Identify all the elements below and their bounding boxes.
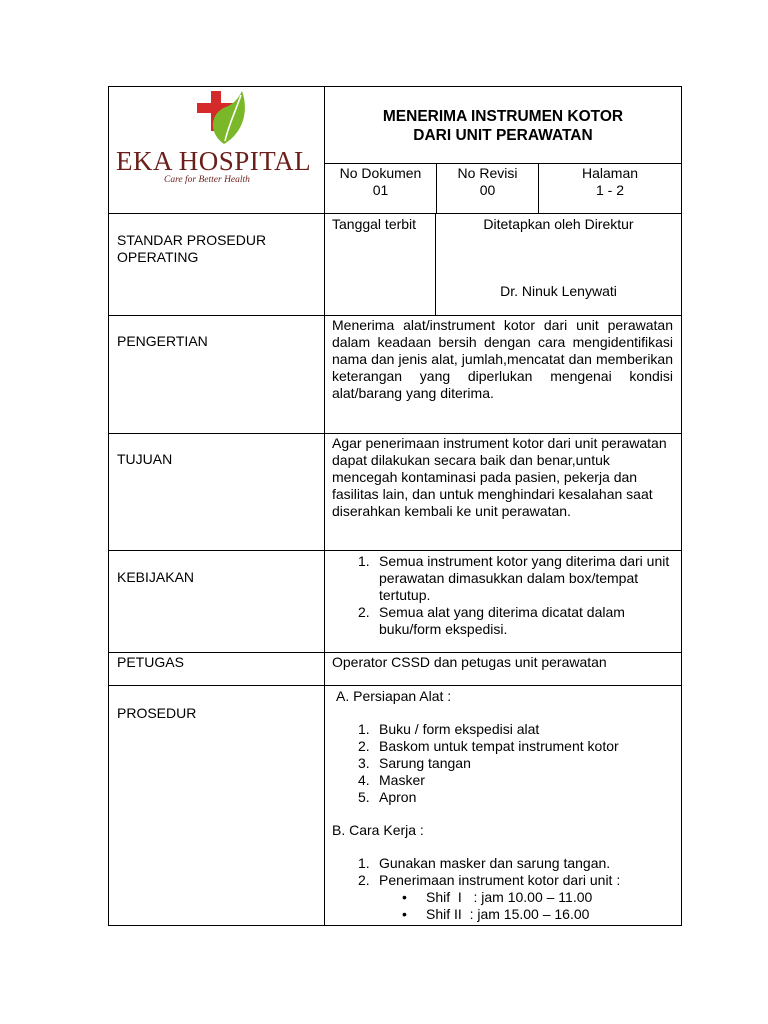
list-item: 4. Masker — [358, 772, 425, 788]
table-bottom-border — [108, 925, 682, 926]
tujuan-bottom-border — [108, 550, 682, 551]
brand-second-word: HOSPITAL — [178, 146, 312, 176]
kebijakan-item-2: Semua alat yang diterima dicatat dalam buku/form ekspedisi. — [379, 604, 625, 637]
brand-name — [116, 146, 318, 176]
petugas-bottom-border — [108, 685, 682, 686]
director-name: Dr. Ninuk Lenywati — [500, 283, 617, 299]
header-bottom-border — [108, 213, 682, 214]
table-left-border — [108, 86, 109, 926]
alat-item-5: Apron — [379, 789, 417, 805]
kerja-item-1: Gunakan masker dan sarung tangan. — [379, 855, 611, 871]
alat-item-4: Masker — [379, 772, 425, 788]
document-title-line2: DARI UNIT PERAWATAN — [413, 127, 593, 144]
header-mid-border — [324, 163, 682, 164]
list-item: • Shif II : jam 15.00 – 16.00 — [402, 906, 590, 922]
list-item: 2. Semua alat yang diterima dicatat dalam buku/form ekspedisi. — [358, 604, 625, 637]
alat-item-2: Baskom untuk tempat instrument kotor — [379, 738, 619, 754]
list-item: 3. Sarung tangan — [358, 755, 471, 771]
tujuan-label: TUJUAN — [117, 451, 173, 467]
tujuan-text: Agar penerimaan instrument kotor dari unit perawatan dapat dilakukan secara baik dan benar,untuk mencegah kontaminasi pada pasien, pekerja dan fasilitas lain, dan untuk menghindari kesalahan saat diserahkan kembali ke unit perawatan. — [332, 435, 667, 519]
body-divider — [324, 213, 325, 926]
document-title-line1: MENERIMA INSTRUMEN KOTOR — [382, 108, 624, 125]
document-title — [324, 107, 682, 145]
revision-label: No Revisi — [457, 165, 518, 181]
alat-list — [332, 721, 677, 806]
list-item: • Shif I : jam 10.00 – 11.00 — [402, 889, 593, 905]
table-right-border — [681, 86, 682, 926]
list-item: 5. Apron — [358, 789, 417, 805]
kebijakan-label: KEBIJAKAN — [117, 569, 195, 585]
approved-by-label: Ditetapkan oleh Direktur — [483, 216, 634, 232]
sop-label: STANDAR PROSEDUR OPERATING — [117, 232, 267, 265]
brand-first-word: EKA — [116, 146, 172, 176]
shift-1: Shif I : jam 10.00 – 11.00 — [426, 889, 593, 905]
prosedur-label: PROSEDUR — [117, 705, 197, 721]
pengertian-text: Menerima alat/instrument kotor dari unit perawatan dalam keadaan bersih dengan cara mengidentifikasi nama dan jenis alat, jumlah,mencatat dan memberikan keterangan yang diperlukan mengenai kondisi alat/barang yang diterima. — [332, 317, 673, 401]
page-value: 1 - 2 — [595, 182, 624, 198]
revision-cell — [437, 165, 538, 199]
issue-date-label: Tanggal terbit — [332, 216, 417, 232]
section-a-heading: A. Persiapan Alat : — [336, 688, 452, 704]
kebijakan-list — [332, 553, 677, 638]
table-top-border — [108, 86, 682, 87]
doc-number-value: 01 — [372, 182, 389, 198]
revision-value: 00 — [479, 182, 496, 198]
page-cell — [539, 165, 681, 199]
kerja-list — [332, 855, 677, 923]
section-b-heading: B. Cara Kerja : — [332, 822, 424, 838]
page-label: Halaman — [581, 165, 639, 181]
list-item: 2. Baskom untuk tempat instrument kotor — [358, 738, 619, 754]
alat-item-3: Sarung tangan — [379, 755, 471, 771]
list-item: 1. Semua instrument kotor yang diterima dari unit perawatan dimasukkan dalam box/tempat tertutup. — [358, 553, 670, 603]
doc-number-label: No Dokumen — [339, 165, 422, 181]
pengertian-bottom-border — [108, 433, 682, 434]
kebijakan-bottom-border — [108, 652, 682, 653]
doc-number-cell — [325, 165, 436, 199]
list-item: 1. Buku / form ekspedisi alat — [358, 721, 540, 737]
petugas-label: PETUGAS — [117, 654, 184, 670]
petugas-text: Operator CSSD dan petugas unit perawatan — [332, 654, 607, 670]
shift-2: Shif II : jam 15.00 – 16.00 — [426, 906, 590, 922]
list-item: 1. Gunakan masker dan sarung tangan. — [358, 855, 611, 871]
pengertian-label: PENGERTIAN — [117, 333, 208, 349]
alat-item-1: Buku / form ekspedisi alat — [379, 721, 540, 737]
sop-bottom-border — [108, 315, 682, 316]
brand-tagline: Care for Better Health — [164, 175, 250, 185]
kebijakan-item-1: Semua instrument kotor yang diterima dari unit perawatan dimasukkan dalam box/tempat tertutup. — [379, 553, 670, 603]
cross-leaf-icon — [184, 89, 264, 147]
kerja-item-2: Penerimaan instrument kotor dari unit : — [379, 872, 621, 888]
hospital-logo — [112, 88, 320, 188]
list-item: 2. Penerimaan instrument kotor dari unit : — [358, 872, 621, 888]
